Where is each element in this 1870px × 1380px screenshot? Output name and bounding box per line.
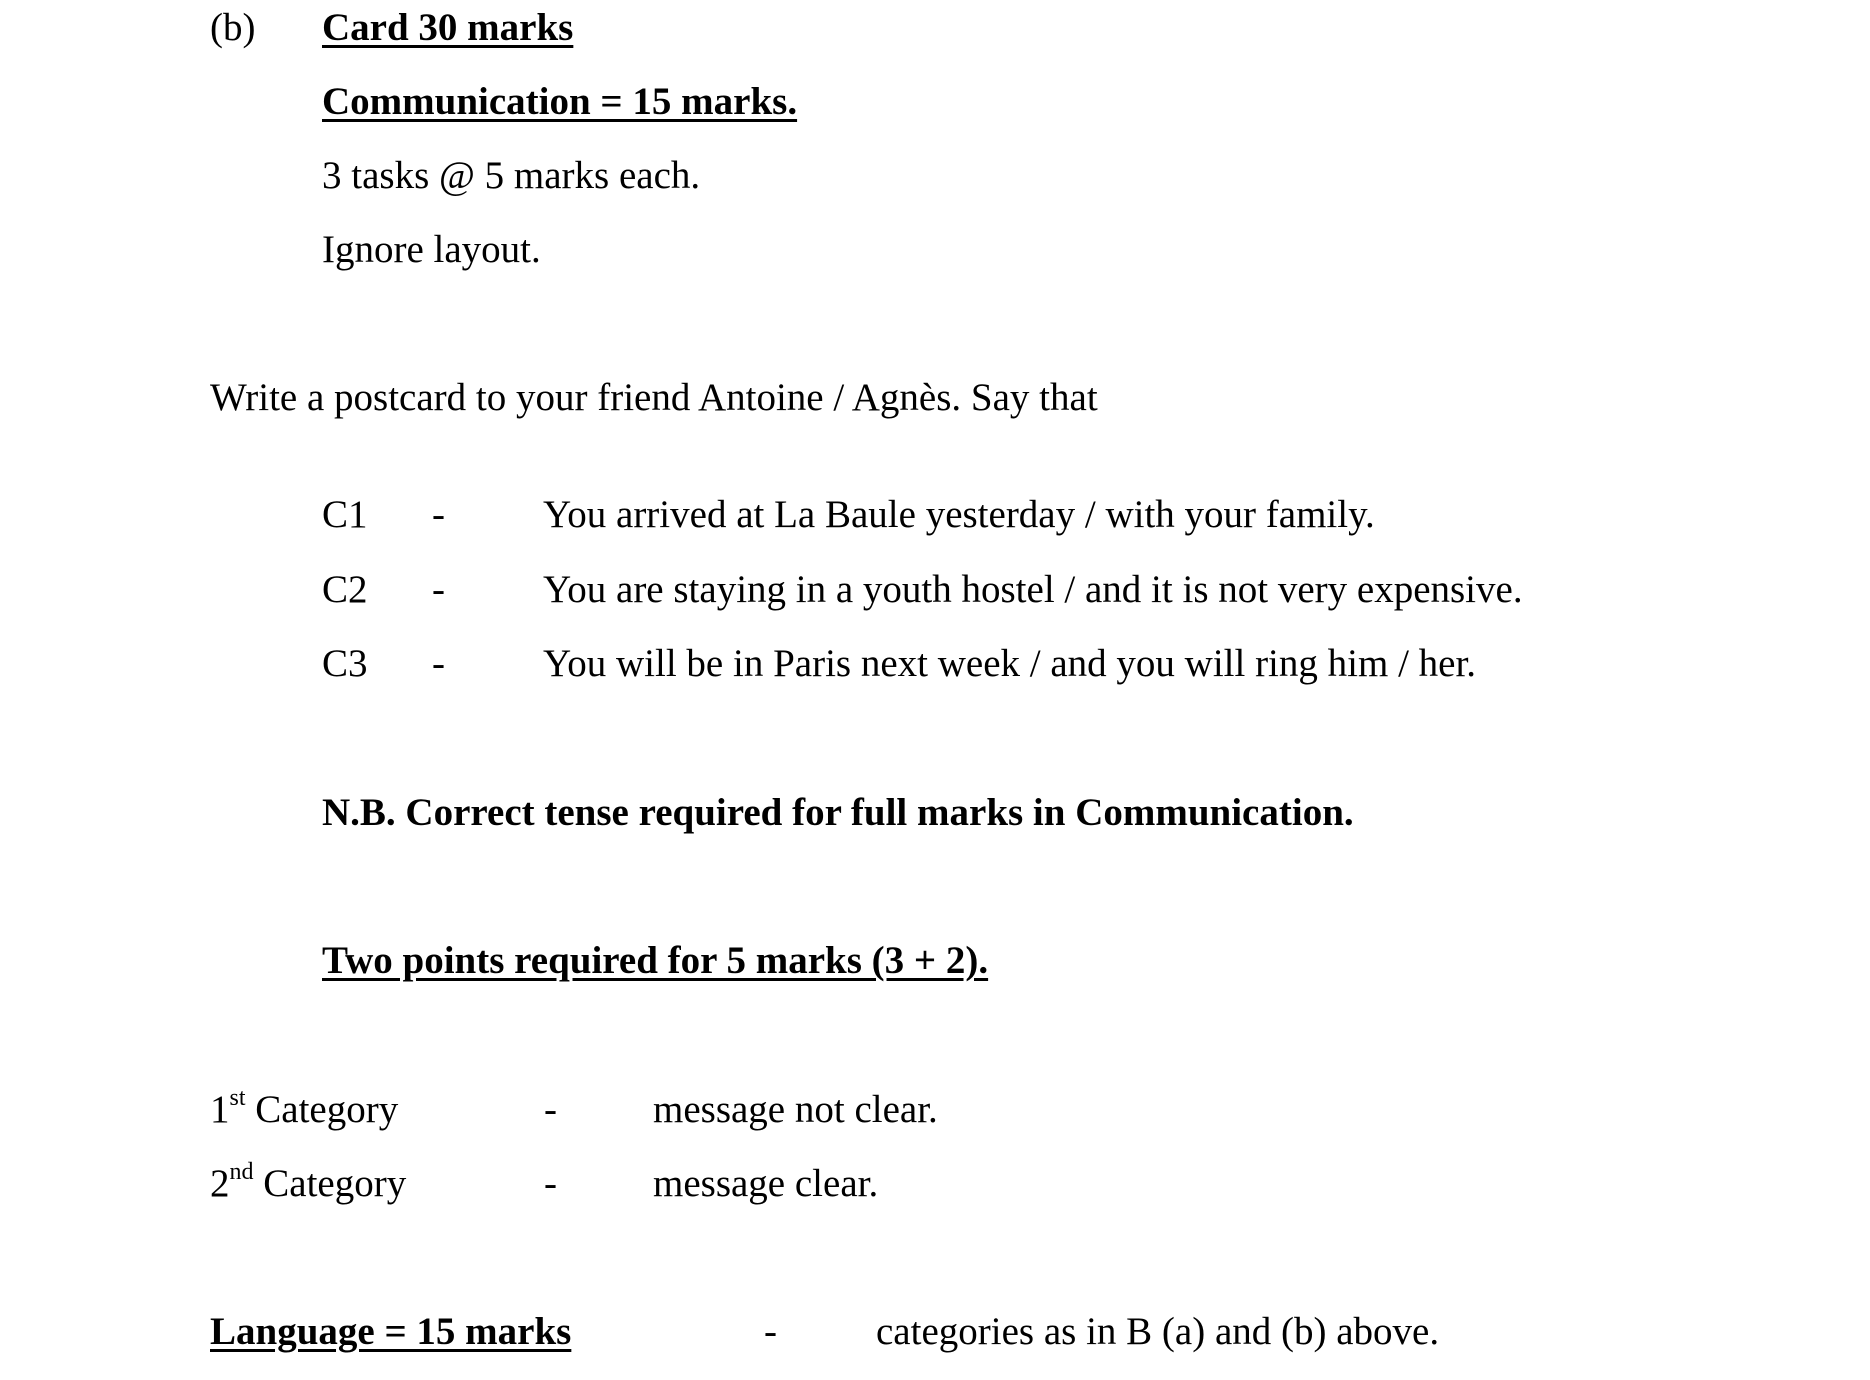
task-code: C2 <box>322 568 368 611</box>
category-dash: - <box>544 1088 557 1131</box>
task-code: C3 <box>322 642 368 685</box>
section-label: (b) <box>210 6 256 49</box>
task-dash: - <box>432 642 445 685</box>
task-text: You are staying in a youth hostel / and it is not very expensive. <box>543 568 1523 611</box>
category-label: 1st Category <box>210 1085 399 1131</box>
category-desc: message clear. <box>653 1162 879 1205</box>
language-dash: - <box>764 1310 777 1353</box>
tasks-line: 3 tasks @ 5 marks each. <box>322 154 701 197</box>
nb-note: N.B. Correct tense required for full marks in Communication. <box>322 791 1354 834</box>
layout-note: Ignore layout. <box>322 228 541 271</box>
points-note: Two points required for 5 marks (3 + 2). <box>322 939 989 982</box>
section-title: Card 30 marks <box>322 6 574 49</box>
category-desc: message not clear. <box>653 1088 938 1131</box>
task-text: You will be in Paris next week / and you will ring him / her. <box>543 642 1477 685</box>
category-dash: - <box>544 1162 557 1205</box>
language-text: categories as in B (a) and (b) above. <box>876 1310 1440 1353</box>
task-dash: - <box>432 568 445 611</box>
task-text: You arrived at La Baule yesterday / with your family. <box>543 493 1375 536</box>
task-code: C1 <box>322 493 368 536</box>
task-dash: - <box>432 493 445 536</box>
instruction-text: Write a postcard to your friend Antoine / Agnès. Say that <box>210 376 1098 419</box>
category-label: 2nd Category <box>210 1159 407 1205</box>
communication-heading: Communication = 15 marks. <box>322 80 798 123</box>
language-heading: Language = 15 marks <box>210 1310 572 1353</box>
